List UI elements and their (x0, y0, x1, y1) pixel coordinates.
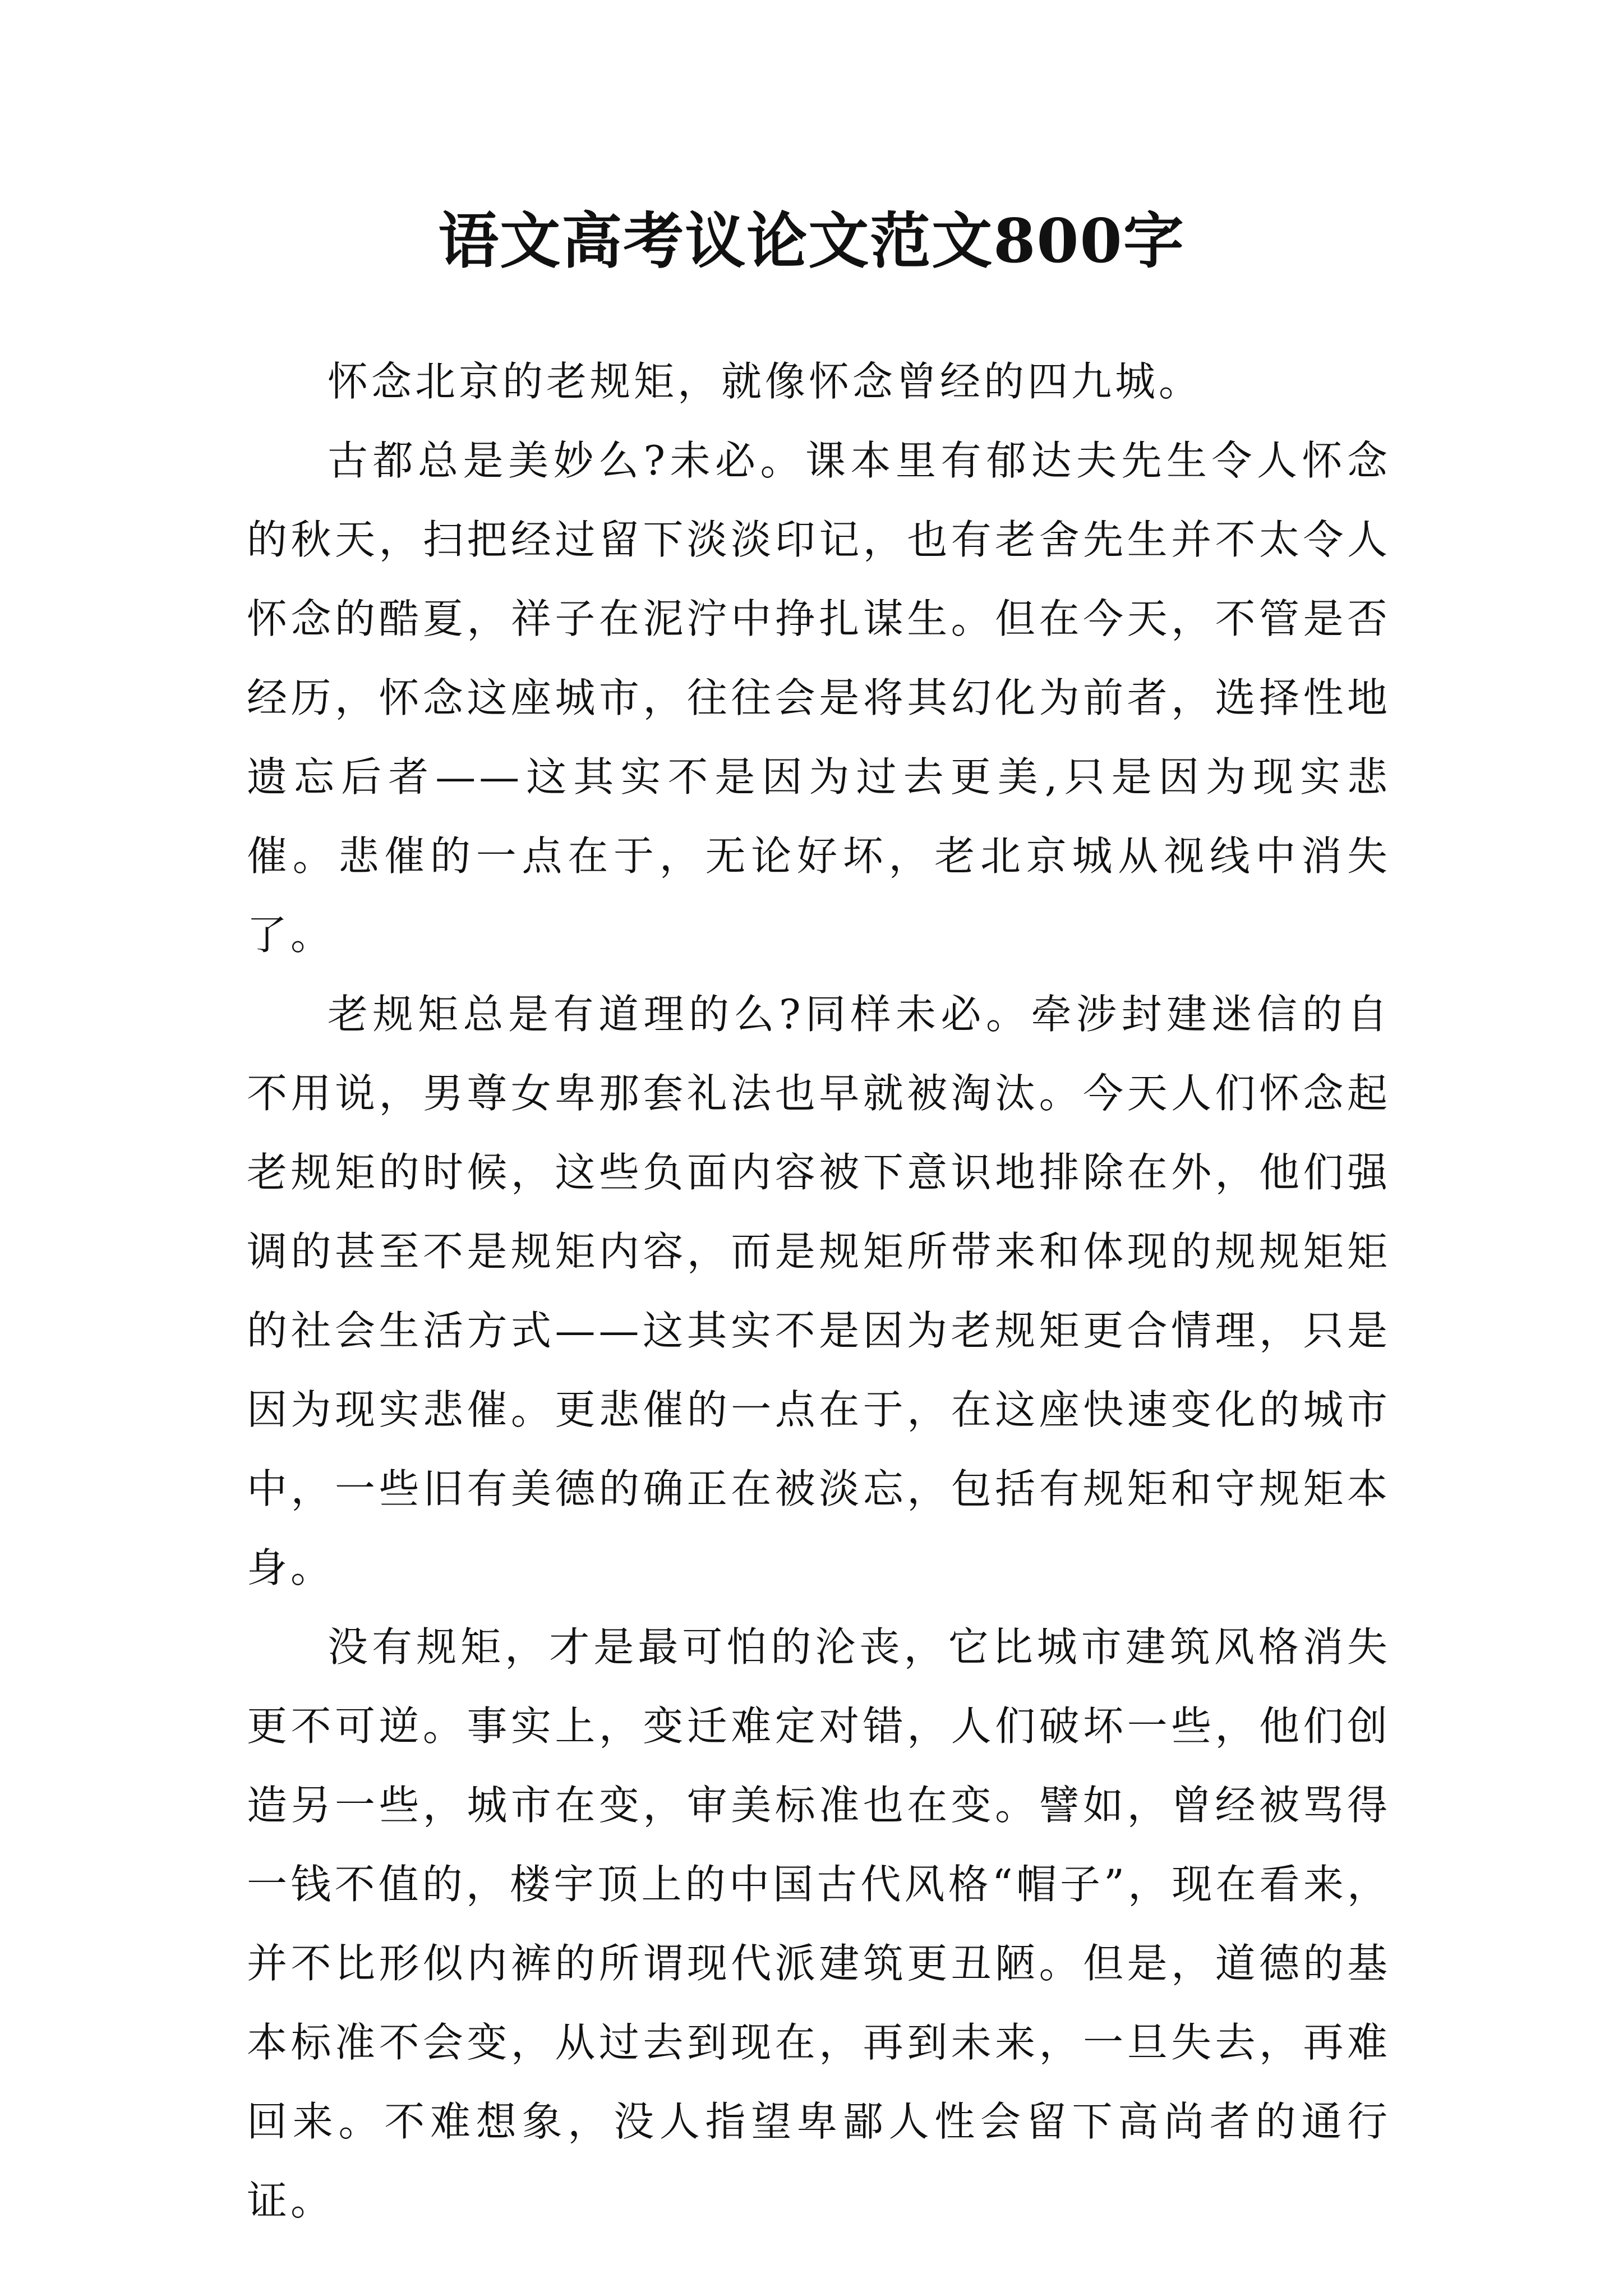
document-body (247, 342, 1391, 2240)
paragraph-1: 怀念北京的老规矩，就像怀念曾经的四九城。 (328, 358, 1203, 405)
document-title: 语文高考议论文范文800字 (438, 206, 1185, 277)
paragraph-4: 没有规矩，才是最可怕的沦丧，它比城市建筑风格消失更不可逆。事实上，变迁难定对错，人们破坏一些，他们创造另一些，城市在变，审美标准也在变。譬如，曾经被骂得一钱不值的，楼宇顶上的中国古代风格“帽子”，现在看来，并不比形似内裤的所谓现代派建筑更丑陋。但是，道德的基本标准不会变，从过去到现在，再到未来，一旦失去，再难回来。不难想象，没人指望卑鄙人性会留下高尚者的通行证。 (247, 1623, 1391, 2224)
paragraph-3: 老规矩总是有道理的么?同样未必。牵涉封建迷信的自不用说，男尊女卑那套礼法也早就被淘汰。今天人们怀念起老规矩的时候，这些负面内容被下意识地排除在外，他们强调的甚至不是规矩内容，而是规矩所带来和体现的规规矩矩的社会生活方式——这其实不是因为老规矩更合情理，只是因为现实悲催。更悲催的一点在于，在这座快速变化的城市中，一些旧有美德的确正在被淡忘，包括有规矩和守规矩本身。 (247, 991, 1391, 1591)
paragraph-2: 古都总是美妙么?未必。课本里有郁达夫先生令人怀念的秋天，扫把经过留下淡淡印记，也有老舍先生并不太令人怀念的酷夏，祥子在泥泞中挣扎谋生。但在今天，不管是否经历，怀念这座城市，往往会是将其幻化为前者，选择性地遗忘后者——这其实不是因为过去更美,只是因为现实悲催。悲催的一点在于，无论好坏，老北京城从视线中消失了。 (247, 437, 1391, 959)
